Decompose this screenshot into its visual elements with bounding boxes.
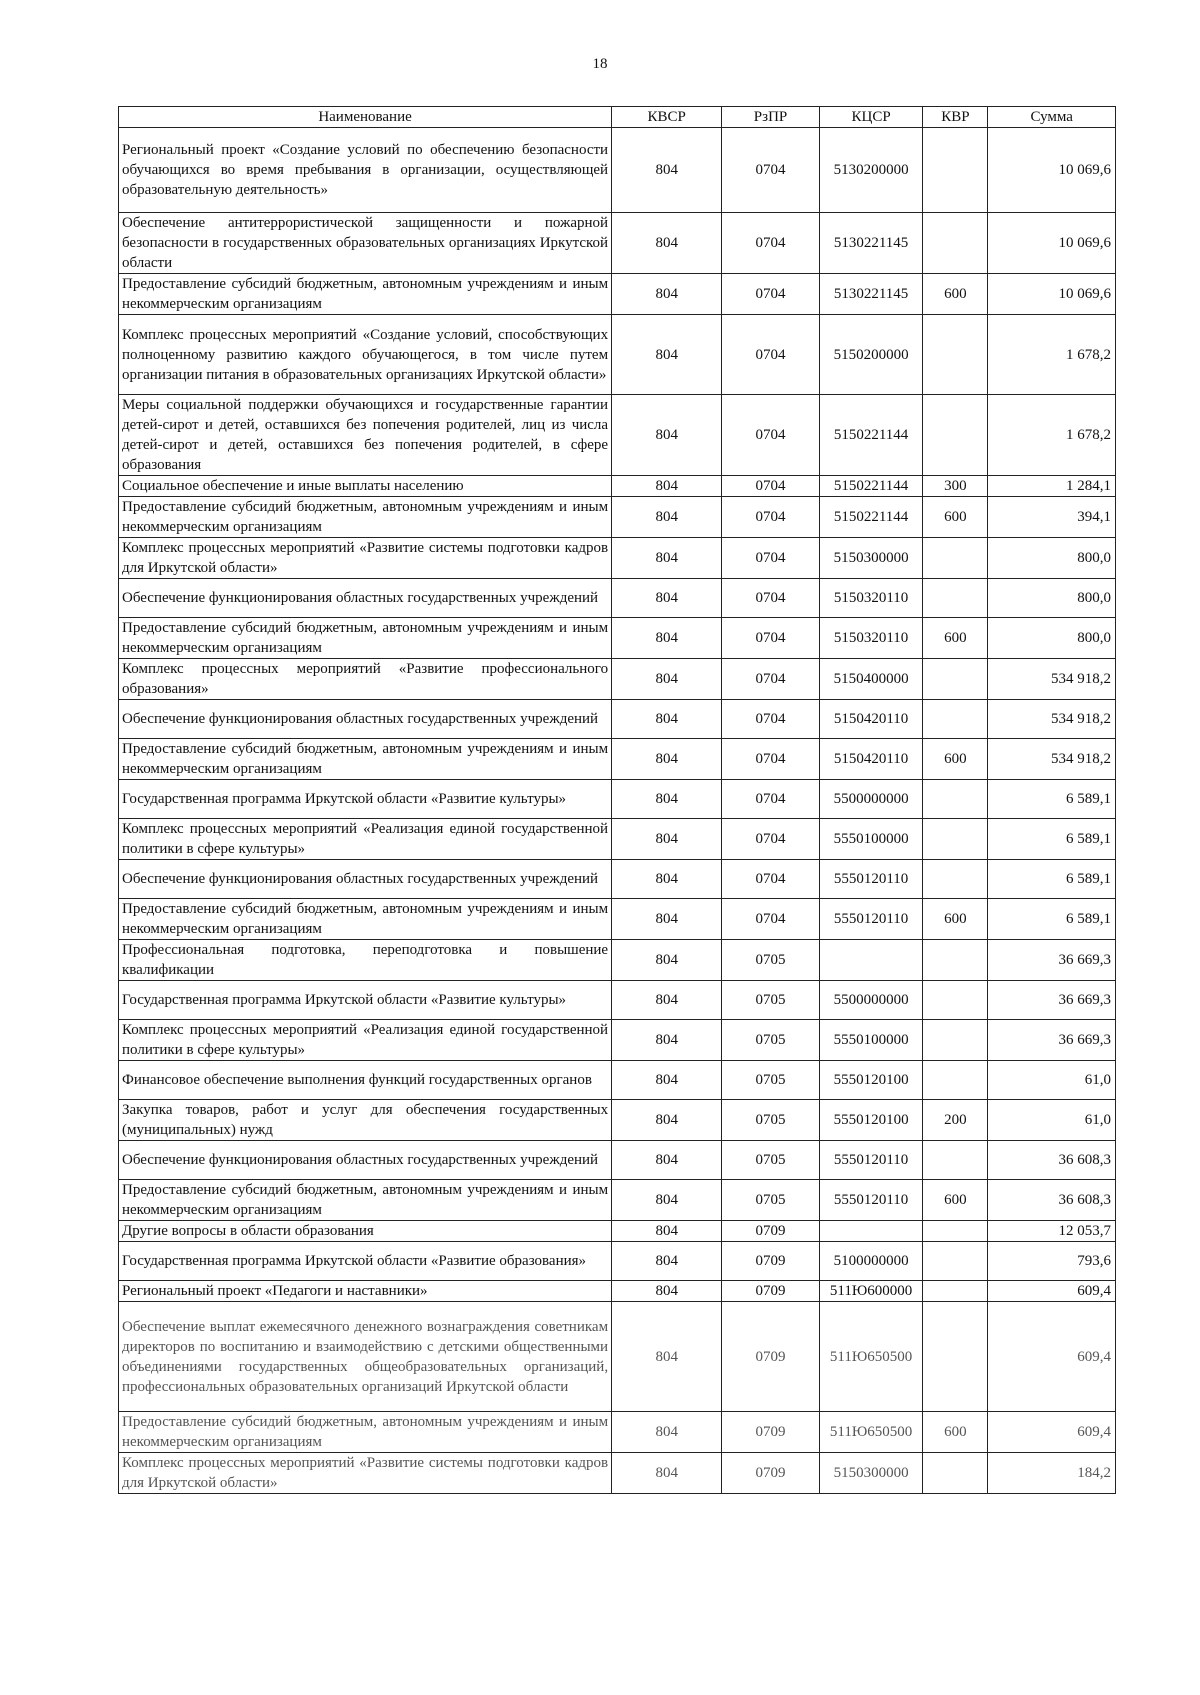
row-rzpr: 0704 [722, 476, 819, 497]
row-kvsr: 804 [612, 1302, 722, 1412]
row-kvr [923, 395, 988, 476]
row-kvsr: 804 [612, 128, 722, 213]
row-kvr [923, 700, 988, 739]
row-kvr: 600 [923, 899, 988, 940]
row-kvsr: 804 [612, 860, 722, 899]
table-row [119, 1281, 1116, 1302]
row-kvsr: 804 [612, 780, 722, 819]
row-sum: 6 589,1 [988, 780, 1116, 819]
row-rzpr: 0704 [722, 819, 819, 860]
row-kcsr: 5550120110 [819, 860, 923, 899]
row-kvsr: 804 [612, 618, 722, 659]
table-row [119, 739, 1116, 780]
header-kcsr: КЦСР [819, 107, 923, 128]
row-kcsr: 5150200000 [819, 315, 923, 395]
row-sum: 800,0 [988, 538, 1116, 579]
table-row [119, 1221, 1116, 1242]
table-row [119, 315, 1116, 395]
row-rzpr: 0705 [722, 1100, 819, 1141]
row-kvsr: 804 [612, 1453, 722, 1494]
row-rzpr: 0704 [722, 274, 819, 315]
row-rzpr: 0704 [722, 700, 819, 739]
row-kcsr: 5550100000 [819, 819, 923, 860]
row-kcsr: 5550120110 [819, 1180, 923, 1221]
row-sum: 609,4 [988, 1302, 1116, 1412]
row-name: Предоставление субсидий бюджетным, автономным учреждениям и иным некоммерческим организациям [119, 618, 612, 659]
row-name: Государственная программа Иркутской области «Развитие культуры» [119, 780, 612, 819]
row-kcsr: 5500000000 [819, 780, 923, 819]
row-name: Обеспечение функционирования областных государственных учреждений [119, 700, 612, 739]
row-name: Обеспечение антитеррористической защищенности и пожарной безопасности в государственных образовательных организациях Иркутской области [119, 213, 612, 274]
row-kvr: 200 [923, 1100, 988, 1141]
row-name: Комплекс процессных мероприятий «Развитие системы подготовки кадров для Иркутской области» [119, 1453, 612, 1494]
row-kvsr: 804 [612, 739, 722, 780]
row-kcsr: 5500000000 [819, 981, 923, 1020]
row-kvr [923, 780, 988, 819]
table-row [119, 274, 1116, 315]
table-row [119, 659, 1116, 700]
row-name: Региональный проект «Создание условий по обеспечению безопасности обучающихся во время пребывания в организации, осуществляющей образовательную деятельность» [119, 128, 612, 213]
row-sum: 36 608,3 [988, 1141, 1116, 1180]
row-sum: 61,0 [988, 1100, 1116, 1141]
row-kcsr: 5150300000 [819, 1453, 923, 1494]
row-kvr: 600 [923, 739, 988, 780]
row-sum: 36 669,3 [988, 1020, 1116, 1061]
row-kvsr: 804 [612, 1281, 722, 1302]
header-kvsr: КВСР [612, 107, 722, 128]
table-row [119, 476, 1116, 497]
row-sum: 6 589,1 [988, 819, 1116, 860]
table-row [119, 1453, 1116, 1494]
row-rzpr: 0709 [722, 1412, 819, 1453]
row-kcsr: 5130200000 [819, 128, 923, 213]
row-kcsr: 511Ю600000 [819, 1281, 923, 1302]
row-kcsr: 5150221144 [819, 476, 923, 497]
row-kvr [923, 860, 988, 899]
row-sum: 12 053,7 [988, 1221, 1116, 1242]
row-sum: 6 589,1 [988, 860, 1116, 899]
row-sum: 61,0 [988, 1061, 1116, 1100]
row-kcsr: 5130221145 [819, 274, 923, 315]
row-rzpr: 0704 [722, 618, 819, 659]
row-kcsr: 5550100000 [819, 1020, 923, 1061]
row-kcsr: 5130221145 [819, 213, 923, 274]
row-sum: 10 069,6 [988, 213, 1116, 274]
row-sum: 800,0 [988, 579, 1116, 618]
row-name: Комплекс процессных мероприятий «Реализация единой государственной политики в сфере культуры» [119, 1020, 612, 1061]
row-kvr [923, 940, 988, 981]
row-name: Предоставление субсидий бюджетным, автономным учреждениям и иным некоммерческим организациям [119, 1180, 612, 1221]
row-rzpr: 0704 [722, 860, 819, 899]
row-sum: 534 918,2 [988, 739, 1116, 780]
row-kvr [923, 1020, 988, 1061]
row-name: Предоставление субсидий бюджетным, автономным учреждениям и иным некоммерческим организациям [119, 1412, 612, 1453]
row-rzpr: 0705 [722, 1180, 819, 1221]
row-kvsr: 804 [612, 819, 722, 860]
row-kvsr: 804 [612, 395, 722, 476]
row-kvsr: 804 [612, 1180, 722, 1221]
row-kvsr: 804 [612, 940, 722, 981]
row-sum: 609,4 [988, 1412, 1116, 1453]
row-sum: 36 669,3 [988, 940, 1116, 981]
row-sum: 36 608,3 [988, 1180, 1116, 1221]
row-sum: 534 918,2 [988, 700, 1116, 739]
header-rzpr: РзПР [722, 107, 819, 128]
row-kvr [923, 1453, 988, 1494]
row-name: Закупка товаров, работ и услуг для обеспечения государственных (муниципальных) нужд [119, 1100, 612, 1141]
row-sum: 1 284,1 [988, 476, 1116, 497]
row-kvsr: 804 [612, 1221, 722, 1242]
row-name: Обеспечение функционирования областных государственных учреждений [119, 1141, 612, 1180]
row-name: Предоставление субсидий бюджетным, автономным учреждениям и иным некоммерческим организациям [119, 739, 612, 780]
table-row [119, 1061, 1116, 1100]
row-sum: 534 918,2 [988, 659, 1116, 700]
row-kvr [923, 659, 988, 700]
row-kcsr: 5150420110 [819, 700, 923, 739]
row-name: Другие вопросы в области образования [119, 1221, 612, 1242]
row-kcsr: 5150320110 [819, 618, 923, 659]
row-name: Государственная программа Иркутской области «Развитие образования» [119, 1242, 612, 1281]
row-rzpr: 0704 [722, 739, 819, 780]
row-kcsr: 5150420110 [819, 739, 923, 780]
row-name: Обеспечение функционирования областных государственных учреждений [119, 579, 612, 618]
row-sum: 394,1 [988, 497, 1116, 538]
row-name: Обеспечение выплат ежемесячного денежного вознаграждения советникам директоров по воспитанию и взаимодействию с детскими общественными объединениями государственных общеобразовательных организаций, профессиональных образовательных организаций Иркутской области [119, 1302, 612, 1412]
table-row [119, 1141, 1116, 1180]
row-kcsr: 5550120110 [819, 899, 923, 940]
row-kvsr: 804 [612, 899, 722, 940]
row-kvr: 600 [923, 1180, 988, 1221]
row-kvr: 300 [923, 476, 988, 497]
row-sum: 10 069,6 [988, 274, 1116, 315]
table-row [119, 1100, 1116, 1141]
row-sum: 1 678,2 [988, 395, 1116, 476]
row-name: Меры социальной поддержки обучающихся и государственные гарантии детей-сирот и детей, оставшихся без попечения родителей, лиц из числа детей-сирот и детей, оставшихся без попечения родителей, в сфере образования [119, 395, 612, 476]
row-rzpr: 0709 [722, 1221, 819, 1242]
row-rzpr: 0705 [722, 981, 819, 1020]
row-kvr: 600 [923, 274, 988, 315]
row-kvsr: 804 [612, 274, 722, 315]
table-row [119, 618, 1116, 659]
row-rzpr: 0704 [722, 538, 819, 579]
table-row [119, 780, 1116, 819]
table-row [119, 497, 1116, 538]
row-kvsr: 804 [612, 1100, 722, 1141]
row-sum: 10 069,6 [988, 128, 1116, 213]
row-name: Финансовое обеспечение выполнения функций государственных органов [119, 1061, 612, 1100]
row-rzpr: 0709 [722, 1453, 819, 1494]
header-kvr: КВР [923, 107, 988, 128]
row-kcsr: 5150320110 [819, 579, 923, 618]
row-rzpr: 0709 [722, 1242, 819, 1281]
row-kvr: 600 [923, 1412, 988, 1453]
row-kvr: 600 [923, 497, 988, 538]
row-kvsr: 804 [612, 659, 722, 700]
table-row [119, 128, 1116, 213]
row-kvsr: 804 [612, 538, 722, 579]
row-kcsr: 5150400000 [819, 659, 923, 700]
row-name: Комплекс процессных мероприятий «Развитие профессионального образования» [119, 659, 612, 700]
table-row [119, 1020, 1116, 1061]
row-rzpr: 0704 [722, 780, 819, 819]
row-sum: 793,6 [988, 1242, 1116, 1281]
row-rzpr: 0704 [722, 659, 819, 700]
budget-table [118, 106, 1116, 1494]
row-kvsr: 804 [612, 213, 722, 274]
row-rzpr: 0709 [722, 1281, 819, 1302]
row-kvsr: 804 [612, 497, 722, 538]
row-kvr [923, 1141, 988, 1180]
row-kvsr: 804 [612, 1061, 722, 1100]
table-body [119, 128, 1116, 1494]
row-name: Предоставление субсидий бюджетным, автономным учреждениям и иным некоммерческим организациям [119, 274, 612, 315]
row-rzpr: 0705 [722, 1061, 819, 1100]
row-kcsr: 5100000000 [819, 1242, 923, 1281]
row-kcsr: 511Ю650500 [819, 1412, 923, 1453]
row-kcsr: 5150300000 [819, 538, 923, 579]
row-kvr [923, 1281, 988, 1302]
table-row [119, 700, 1116, 739]
row-kvr [923, 213, 988, 274]
table-row [119, 1180, 1116, 1221]
header-name: Наименование [119, 107, 612, 128]
row-kcsr: 5550120100 [819, 1061, 923, 1100]
table-row [119, 1412, 1116, 1453]
row-kvr [923, 128, 988, 213]
row-rzpr: 0705 [722, 940, 819, 981]
row-kcsr: 511Ю650500 [819, 1302, 923, 1412]
row-kvsr: 804 [612, 1020, 722, 1061]
row-kvsr: 804 [612, 476, 722, 497]
row-kvr [923, 981, 988, 1020]
table-row [119, 1302, 1116, 1412]
row-sum: 184,2 [988, 1453, 1116, 1494]
row-kvsr: 804 [612, 1412, 722, 1453]
table-row [119, 538, 1116, 579]
table-row [119, 1242, 1116, 1281]
row-sum: 609,4 [988, 1281, 1116, 1302]
table-row [119, 579, 1116, 618]
row-kvr: 600 [923, 618, 988, 659]
row-rzpr: 0705 [722, 1141, 819, 1180]
row-sum: 36 669,3 [988, 981, 1116, 1020]
header-sum: Сумма [988, 107, 1116, 128]
row-name: Обеспечение функционирования областных государственных учреждений [119, 860, 612, 899]
row-name: Комплекс процессных мероприятий «Реализация единой государственной политики в сфере культуры» [119, 819, 612, 860]
row-rzpr: 0704 [722, 395, 819, 476]
row-kcsr: 5550120100 [819, 1100, 923, 1141]
row-name: Профессиональная подготовка, переподготовка и повышение квалификации [119, 940, 612, 981]
row-kvr [923, 819, 988, 860]
row-kvsr: 804 [612, 315, 722, 395]
row-name: Комплекс процессных мероприятий «Развитие системы подготовки кадров для Иркутской области» [119, 538, 612, 579]
row-kvsr: 804 [612, 981, 722, 1020]
row-rzpr: 0709 [722, 1302, 819, 1412]
table-row [119, 981, 1116, 1020]
row-kvsr: 804 [612, 579, 722, 618]
row-name: Предоставление субсидий бюджетным, автономным учреждениям и иным некоммерческим организациям [119, 497, 612, 538]
row-kvr [923, 1221, 988, 1242]
table-row [119, 899, 1116, 940]
table-row [119, 395, 1116, 476]
row-name: Комплекс процессных мероприятий «Создание условий, способствующих полноценному развитию каждого обучающегося, в том числе путем организации питания в образовательных организациях Иркутской области» [119, 315, 612, 395]
row-kvsr: 804 [612, 700, 722, 739]
table-row [119, 940, 1116, 981]
row-kcsr [819, 1221, 923, 1242]
row-sum: 6 589,1 [988, 899, 1116, 940]
page-number: 18 [592, 56, 608, 72]
row-name: Государственная программа Иркутской области «Развитие культуры» [119, 981, 612, 1020]
row-kvr [923, 1242, 988, 1281]
row-sum: 1 678,2 [988, 315, 1116, 395]
row-rzpr: 0704 [722, 899, 819, 940]
row-name: Региональный проект «Педагоги и наставники» [119, 1281, 612, 1302]
row-kcsr: 5150221144 [819, 395, 923, 476]
row-kvr [923, 1061, 988, 1100]
table-row [119, 213, 1116, 274]
row-rzpr: 0704 [722, 213, 819, 274]
table-header-row [119, 107, 1116, 128]
row-kcsr: 5150221144 [819, 497, 923, 538]
table-row [119, 860, 1116, 899]
row-rzpr: 0704 [722, 579, 819, 618]
row-rzpr: 0705 [722, 1020, 819, 1061]
row-kcsr: 5550120110 [819, 1141, 923, 1180]
row-kvr [923, 579, 988, 618]
row-kvr [923, 315, 988, 395]
row-name: Социальное обеспечение и иные выплаты населению [119, 476, 612, 497]
row-name: Предоставление субсидий бюджетным, автономным учреждениям и иным некоммерческим организациям [119, 899, 612, 940]
row-kvr [923, 1302, 988, 1412]
table-row [119, 819, 1116, 860]
row-kvr [923, 538, 988, 579]
row-kcsr [819, 940, 923, 981]
row-rzpr: 0704 [722, 497, 819, 538]
row-kvsr: 804 [612, 1141, 722, 1180]
row-rzpr: 0704 [722, 315, 819, 395]
row-kvsr: 804 [612, 1242, 722, 1281]
row-rzpr: 0704 [722, 128, 819, 213]
row-sum: 800,0 [988, 618, 1116, 659]
